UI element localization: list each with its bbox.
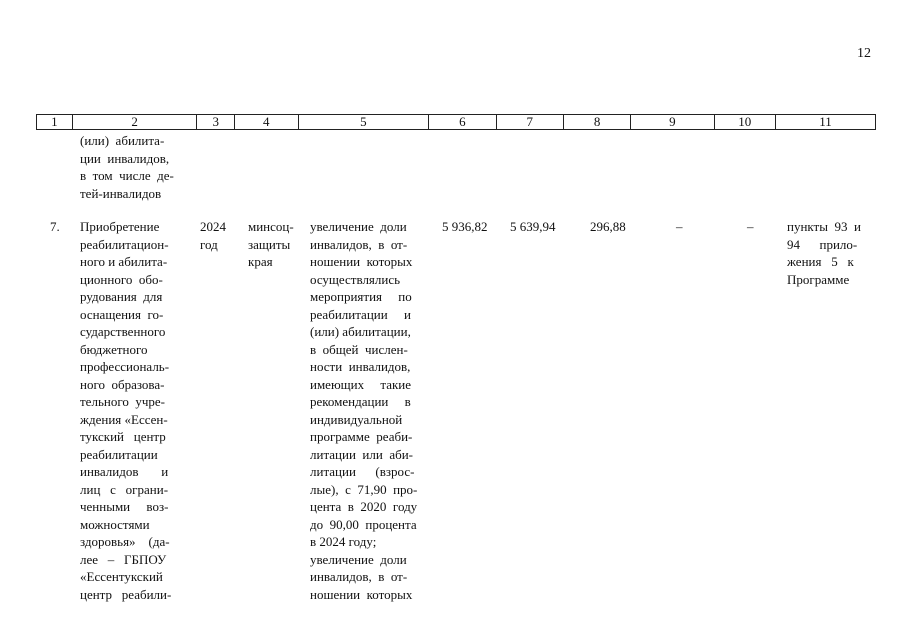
page-number: 12: [857, 46, 871, 61]
execution-year: 2024 год: [200, 219, 226, 252]
header-col-3: 3: [197, 115, 235, 129]
value-col-8: 296,88: [590, 219, 626, 234]
header-col-6: 6: [429, 115, 496, 129]
executor: минсоц- защиты края: [248, 219, 294, 269]
row-number: 7.: [50, 219, 60, 234]
header-col-4: 4: [235, 115, 298, 129]
value-col-7: 5 639,94: [510, 219, 556, 234]
indicator-text: увеличение доли инвалидов, в от- ношении которых осуществлялись мероприятия по реабилитации и (или) абилитации, в общей числен- ности инвалидов, имеющих такие рекомендации в индивидуальной программе реаби- литации или аби- литации (взрос- лые), с 71,90 про- цента в 2020 году до 90,00 процента в 2024 году; увеличение доли инвалидов, в от- ношении которых: [310, 219, 418, 602]
header-col-1: 1: [37, 115, 73, 129]
continued-text: (или) абилита- ции инвалидов, в том числе де- тей-инвалидов: [80, 133, 174, 201]
activity-name: Приобретение реабилитацион- ного и абилита- ционного обо- рудования для оснащения го- сударственного бюджетного профессиональ- ного образова- тельного учре- ждения «Ессен- тукский центр реабилитации инвалидов и лиц с ограни- ченными воз- можностями здоровья» (да- лее – ГБПОУ «Ессентукский центр реабили-: [80, 219, 172, 602]
value-col-10: –: [747, 219, 754, 234]
table-header-row: [36, 114, 876, 130]
header-col-2: 2: [73, 115, 198, 129]
header-col-5: 5: [299, 115, 430, 129]
value-col-9: –: [676, 219, 683, 234]
header-col-8: 8: [564, 115, 631, 129]
header-col-11: 11: [819, 114, 832, 129]
total-value: 5 936,82: [442, 219, 488, 234]
header-col-9: 9: [631, 115, 714, 129]
reference-text: пункты 93 и 94 прило- жения 5 к Программе: [787, 219, 861, 287]
header-col-10: 10: [715, 115, 776, 129]
header-col-7: 7: [497, 115, 564, 129]
